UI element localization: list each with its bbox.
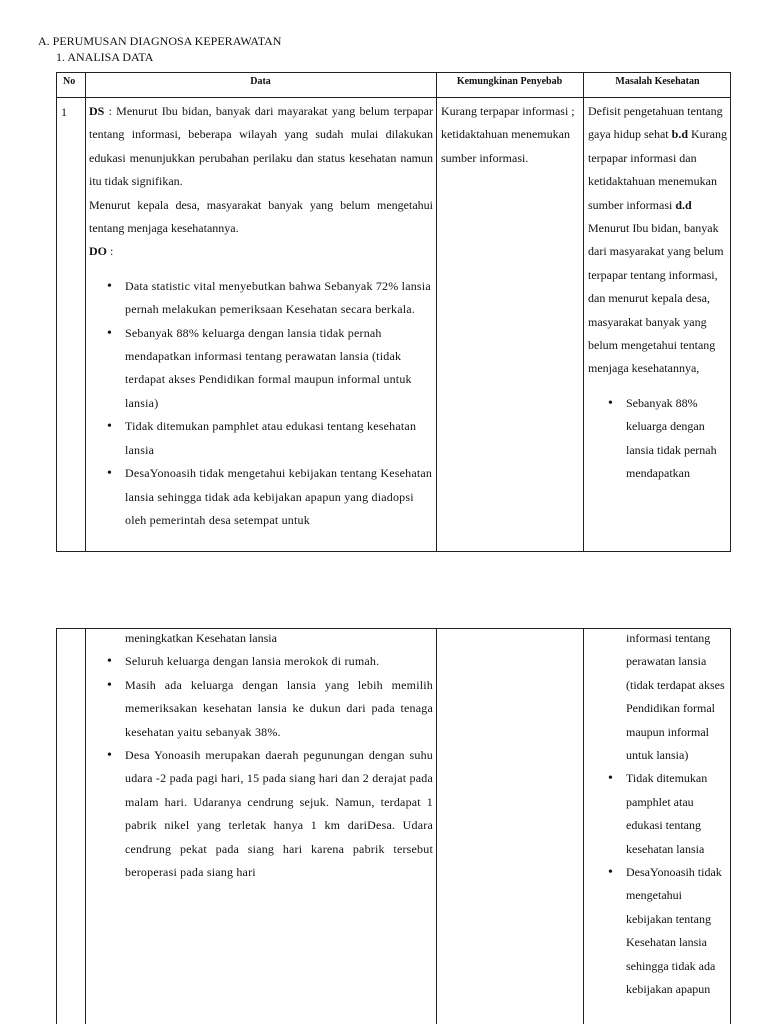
- ds-text-2: Menurut kepala desa, masyarakat banyak yang belum mengetahui tentang menjaga kesehatannya.: [89, 197, 433, 236]
- column-divider: [583, 629, 584, 1024]
- header-masalah: Masalah Kesehatan: [615, 76, 700, 87]
- data-cell: [89, 100, 433, 532]
- masalah-bd: b.d: [671, 127, 689, 142]
- list-item: • Tidak ditemukan pamphlet atau edukasi tentang kesehatan lansia: [89, 415, 433, 462]
- column-divider: [85, 629, 86, 1024]
- masalah-cell-continued: [588, 627, 730, 1002]
- masalah-list: [588, 392, 730, 486]
- row-number: 1: [61, 105, 67, 119]
- subsection-heading: 1. ANALISA DATA: [56, 50, 154, 64]
- do-list-continued: [89, 650, 433, 884]
- list-item: • Sebanyak 88% keluarga dengan lansia tidak pernah mendapatkan: [588, 392, 730, 486]
- masalah-list-continued: [588, 767, 730, 1001]
- masalah-intro: Defisit pengetahuan tentang gaya hidup sehat: [588, 104, 723, 142]
- header-no: No: [63, 76, 76, 87]
- analysis-table-page1: [56, 72, 731, 552]
- list-item: • Sebanyak 88% keluarga dengan lansia tidak pernah mendapatkan informasi tentang perawatan lansia (tidak terdapat akses Pendidikan formal maupun informal untuk lansia): [89, 322, 433, 416]
- list-item: • Tidak ditemukan pamphlet atau edukasi tentang kesehatan lansia: [588, 767, 730, 861]
- column-divider: [436, 629, 437, 1024]
- data-cell-continued: [89, 627, 433, 884]
- list-item: • DesaYonoasih tidak mengetahui kebijakan tentang Kesehatan lansia sehingga tidak ada kebijakan apapun yang diadopsi oleh pemerintah desa setempat untuk: [89, 462, 433, 532]
- list-item: • Masih ada keluarga dengan lansia yang lebih memilih memeriksakan kesehatan lansia ke dukun dari pada tenaga kesehatan yaitu sebanyak 38%.: [89, 674, 433, 744]
- masalah-rest: Menurut Ibu bidan, banyak dari masyarakat yang belum terpapar tentang informasi, dan menurut kepala desa, masyarakat banyak yang belum mengetahui tentang menjaga kesehatannya,: [588, 221, 724, 376]
- do-label: DO: [89, 244, 107, 259]
- penyebab-cell: Kurang terpapar informasi ; ketidaktahuan menemukan sumber informasi.: [441, 104, 575, 165]
- do-colon: :: [107, 244, 114, 259]
- column-divider: [583, 73, 584, 551]
- list-item: • Desa Yonoasih merupakan daerah pegunungan dengan suhu udara -2 pada pagi hari, 15 pada siang hari dan 2 derajat pada malam hari. Udaranya cendrung sejuk. Namun, terdapat 1 pabrik nikel yang terletak hanya 1 km dariDesa. Udara cendrung pekat pada siang hari karena pabrik tersebut beroperasi pada siang hari: [89, 744, 433, 884]
- table-header-row: [57, 73, 730, 98]
- ds-text: : Menurut Ibu bidan, banyak dari mayarakat yang belum terpapar tentang informasi, beberapa wilayah yang sudah mulai dilakukan edukasi menunjukkan perubahan perilaku dan status kesehatan namun itu tidak signifikan.: [89, 104, 433, 189]
- section-heading: A. PERUMUSAN DIAGNOSA KEPERAWATAN: [38, 34, 282, 48]
- ds-label: DS: [89, 104, 105, 118]
- analysis-table-page2: [56, 628, 731, 1024]
- masalah-dd: d.d: [675, 197, 692, 212]
- list-item: • DesaYonoasih tidak mengetahui kebijakan tentang Kesehatan lansia sehingga tidak ada kebijakan apapun: [588, 861, 730, 1001]
- do-list: [89, 275, 433, 532]
- header-penyebab: Kemungkinan Penyebab: [456, 76, 563, 87]
- masalah-cell: [588, 100, 730, 486]
- header-data: Data: [250, 76, 271, 87]
- list-item: • Data statistic vital menyebutkan bahwa Sebanyak 72% lansia pernah melakukan pemeriksaan Kesehatan secara berkala.: [89, 275, 433, 322]
- list-item: • Seluruh keluarga dengan lansia merokok di rumah.: [89, 650, 433, 673]
- column-divider: [436, 73, 437, 551]
- masalah-continuation: informasi tentang perawatan lansia (tidak terdapat akses Pendidikan formal maupun informal untuk lansia): [626, 631, 725, 763]
- masalah-mid: Kurang terpapar informasi dan ketidaktahuan menemukan sumber informasi: [588, 127, 728, 212]
- do-continuation: meningkatkan Kesehatan lansia: [125, 631, 277, 645]
- column-divider: [85, 73, 86, 551]
